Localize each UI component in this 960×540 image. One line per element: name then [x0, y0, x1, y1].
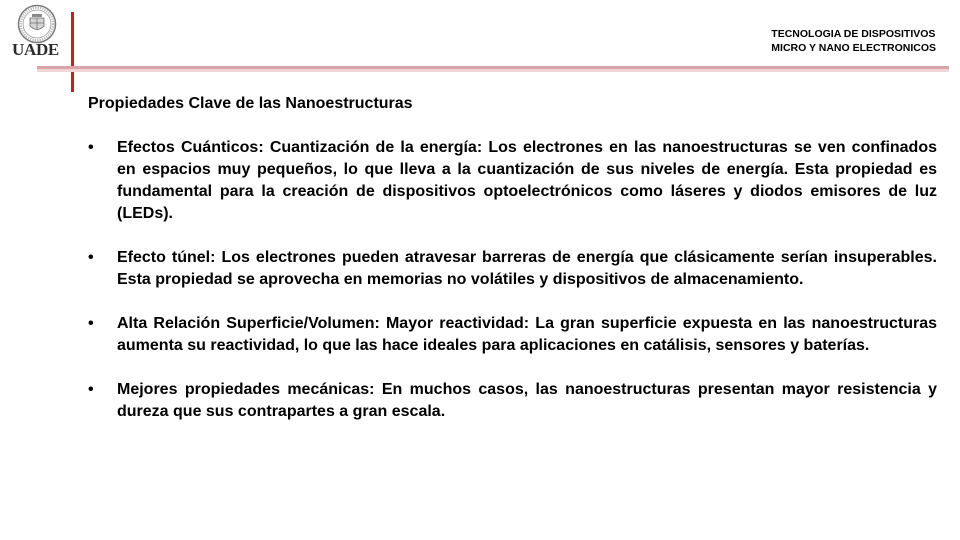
course-title-line-1: TECNOLOGIA DE DISPOSITIVOS [771, 28, 936, 40]
bullet-item-tunnel-effect [88, 247, 937, 291]
bullet-list [88, 137, 937, 423]
slide-title: Propiedades Clave de las Nanoestructuras [88, 95, 413, 112]
bullet-icon: • [88, 381, 94, 398]
bullet-text: Efecto túnel: Los electrones pueden atravesar barreras de energía que clásicamente serían insuperables. Esta propiedad se aprovecha en memorias no volátiles y dispositivos de almacenamiento. [117, 249, 937, 288]
bullet-item-mechanical-properties [88, 379, 937, 423]
bullet-text: Efectos Cuánticos: Cuantización de la energía: Los electrones en las nanoestructuras se ven confinados en espacios muy pequeños, lo que lleva a la cuantización de sus niveles de energía. Esta propiedad es fundamental para la creación de dispositivos optoelectrónicos como láseres y diodos emisores de luz (LEDs). [117, 139, 937, 222]
university-seal-icon [17, 4, 57, 44]
header-divider-shadow [37, 69, 949, 72]
accent-vertical-bar [71, 12, 74, 92]
bullet-icon: • [88, 139, 94, 156]
bullet-text: Alta Relación Superficie/Volumen: Mayor reactividad: La gran superficie expuesta en las nanoestructuras aumenta su reactividad, lo que las hace ideales para aplicaciones en catálisis, sensores y baterías. [117, 315, 937, 354]
bullet-text: Mejores propiedades mecánicas: En muchos casos, las nanoestructuras presentan mayor resistencia y dureza que sus contrapartes a gran escala. [117, 381, 937, 420]
course-title-line-2: MICRO Y NANO ELECTRONICOS [771, 42, 936, 54]
bullet-item-surface-volume [88, 313, 937, 357]
logo-wordmark: UADE [12, 40, 59, 59]
uade-logo [10, 4, 66, 59]
course-title [771, 27, 936, 55]
slide-content [88, 93, 937, 445]
bullet-icon: • [88, 315, 94, 332]
bullet-icon: • [88, 249, 94, 266]
bullet-item-quantum-effects [88, 137, 937, 225]
